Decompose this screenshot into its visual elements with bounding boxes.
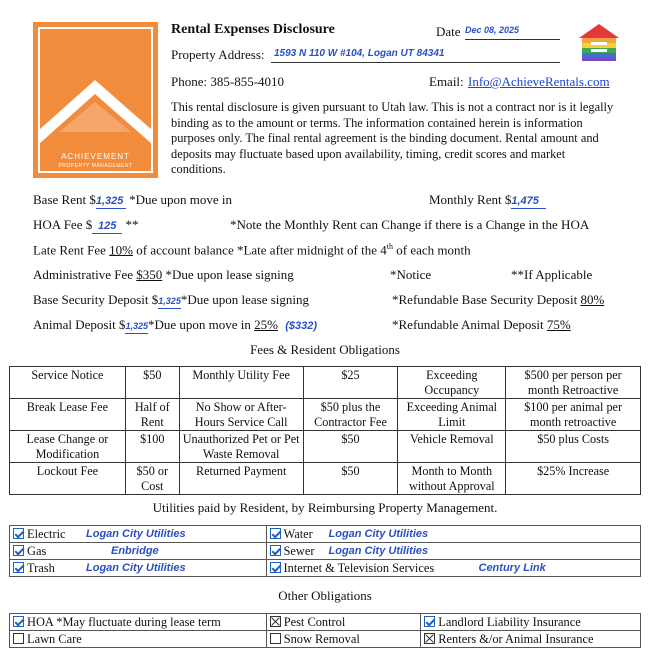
table-cell: Service Notice [10,367,126,399]
refund-security: *Refundable Base Security Deposit [392,292,578,307]
table-cell: Break Lease Fee [10,399,126,431]
snow-checkbox[interactable] [270,633,281,644]
table-cell: Vehicle Removal [398,431,506,463]
animal-field[interactable] [125,317,148,334]
utility-trash[interactable] [10,560,267,577]
other-hoa[interactable] [10,614,267,631]
table-cell: Returned Payment [179,463,303,495]
landlord-checkbox[interactable] [424,616,435,627]
hoa-stars: ** [125,217,139,232]
table-cell: Unauthorized Pet or Pet Waste Removal [179,431,303,463]
table-cell: Half of Rent [125,399,179,431]
monthly-rent-label: Monthly Rent $ [429,192,512,207]
monthly-rent-line [429,192,546,209]
sewer-label: Sewer [283,543,315,558]
late-text: of account balance *Late after midnight of the 4 [136,242,387,258]
animal-pct: 25% [254,317,278,332]
other-obligations-table [9,613,641,648]
security-note: *Due upon lease signing [180,292,309,307]
utilities-title: Utilities paid by Resident, by Reimbursing Property Management. [152,500,498,515]
admin-amount: $350 [136,267,163,282]
hoa-fee-line [33,217,138,234]
internet-provider: Century Link [478,562,546,574]
table-cell: $25 [303,367,398,399]
base-rent-label: Base Rent $ [33,192,96,207]
snow-label: Snow Removal [283,631,360,646]
hoa-value: 125 [98,220,117,232]
table-row [10,560,641,577]
address-value: 1593 N 110 W #104, Logan UT 84341 [274,48,445,59]
refund-security-pct: 80% [580,292,605,307]
late-pct: 10% [109,242,134,258]
phone-label: Phone: 385-855-4010 [171,74,285,89]
table-cell: $500 per person per month Retroactive [506,367,641,399]
obligations-title: Fees & Resident Obligations [250,342,400,357]
table-cell: $50 plus the Contractor Fee [303,399,398,431]
trash-label: Trash [27,560,55,575]
table-cell: Lockout Fee [10,463,126,495]
other-landlord[interactable] [421,614,641,631]
date-label: Date [436,24,461,39]
table-row [10,526,641,543]
table-cell: $50 plus Costs [506,431,641,463]
other-lawn[interactable] [10,631,267,648]
utility-sewer[interactable] [266,543,641,560]
animal-deposit-line [33,317,317,334]
internet-checkbox[interactable] [270,562,281,573]
hoa-obligation-label: HOA *May fluctuate during lease term [27,614,221,629]
utility-internet[interactable] [266,560,641,577]
disclosure-paragraph: This rental disclosure is given pursuant to Utah law. This is not a contract nor is it legally binding as to the amount or terms. The information contained herein is information purposes only. The final rental agreement is the binding document. Rental amount and deposits may fluctuate based upon availability, timing, credit scores and market conditions. [171,100,614,177]
pest-checkbox[interactable] [270,616,281,627]
trash-provider: Logan City Utilities [86,562,186,574]
table-cell: $50 [303,463,398,495]
company-logo [33,22,158,178]
pest-label: Pest Control [283,614,346,629]
sewer-provider: Logan City Utilities [328,545,429,557]
logo-subtitle: PROPERTY MANAGEMENT [58,163,133,169]
trash-checkbox[interactable] [13,562,24,573]
other-pest[interactable] [266,614,421,631]
security-value: 1,325 [158,296,181,306]
table-row [10,367,641,399]
table-row [10,399,641,431]
notice-note: *Notice [390,267,432,282]
table-cell: $50 [125,367,179,399]
gas-provider: Enbridge [111,545,159,557]
animal-note: *Due upon move in [147,317,251,332]
refund-animal-pct: 75% [546,317,571,332]
sewer-checkbox[interactable] [270,545,281,556]
base-rent-field[interactable] [96,192,126,209]
utilities-table [9,525,641,577]
hoa-field[interactable] [92,217,122,234]
animal-label: Animal Deposit $ [33,317,126,332]
table-row [10,431,641,463]
admin-fee-line [33,267,294,283]
refund-animal: *Refundable Animal Deposit [392,317,544,332]
electric-label: Electric [27,526,66,541]
date-field[interactable] [465,27,560,40]
landlord-label: Landlord Liability Insurance [438,614,581,629]
table-cell: Lease Change or Modification [10,431,126,463]
monthly-rent-field[interactable] [511,192,546,209]
renters-label: Renters &/or Animal Insurance [438,631,594,646]
electric-provider: Logan City Utilities [86,528,186,540]
address-field[interactable] [271,48,560,63]
fees-table [9,366,641,495]
animal-value: 1,325 [125,321,148,331]
electric-checkbox[interactable] [13,528,24,539]
utility-gas[interactable] [10,543,267,560]
late-end: of each month [396,242,471,258]
table-cell: $25% Increase [506,463,641,495]
security-field[interactable] [158,292,181,309]
table-cell: Monthly Utility Fee [179,367,303,399]
table-cell: $50 or Cost [125,463,179,495]
late-fee-line [33,242,471,258]
security-deposit-line [33,292,309,309]
table-cell: $50 [303,431,398,463]
other-snow[interactable] [266,631,421,648]
utility-electric[interactable] [10,526,267,543]
lawn-checkbox[interactable] [13,633,24,644]
other-renters[interactable] [421,631,641,648]
table-cell: Exceeding Animal Limit [398,399,506,431]
other-title: Other Obligations [278,588,372,603]
table-cell: Month to Month without Approval [398,463,506,495]
date-value: Dec 08, 2025 [465,25,520,35]
water-checkbox[interactable] [270,528,281,539]
table-cell: Exceeding Occupancy [398,367,506,399]
late-sup: th [386,242,394,251]
table-cell: $100 per animal per month retroactive [506,399,641,431]
refund-animal-line [392,317,571,333]
admin-prefix: Administrative Fee [33,267,134,282]
refund-security-line [392,292,604,308]
security-label: Base Security Deposit $ [33,292,159,307]
base-rent-line [33,192,232,209]
logo-name: ACHIEVEMENT [61,152,130,161]
document-title: Rental Expenses Disclosure [171,22,335,37]
water-label: Water [283,526,313,541]
table-row [10,543,641,560]
table-row [10,463,641,495]
monthly-rent-value: 1,475 [511,195,539,207]
utility-water[interactable] [266,526,641,543]
base-rent-value: 1,325 [95,195,124,207]
applicable-note: **If Applicable [511,267,593,282]
table-row [10,631,641,648]
email-label: Email: [429,74,464,89]
hoa-note: *Note the Monthly Rent can Change if there is a Change in the HOA [230,217,590,232]
table-row [10,614,641,631]
gas-checkbox[interactable] [13,545,24,556]
hoa-label: HOA Fee $ [33,217,93,232]
table-cell: No Show or After-Hours Service Call [179,399,303,431]
animal-calc: ($332) [285,320,318,332]
email-link[interactable]: Info@AchieveRentals.com [468,74,610,89]
equal-housing-icon [577,22,621,62]
late-prefix: Late Rent Fee [33,242,106,258]
hoa-checkbox[interactable] [13,616,24,627]
lawn-label: Lawn Care [27,631,82,646]
water-provider: Logan City Utilities [328,528,429,540]
renters-checkbox[interactable] [424,633,435,644]
base-rent-note: *Due upon move in [129,192,232,207]
table-cell: $100 [125,431,179,463]
address-label: Property Address: [171,47,265,62]
internet-label: Internet & Television Services [283,560,435,575]
gas-label: Gas [27,543,47,558]
admin-note: *Due upon lease signing [165,267,294,282]
